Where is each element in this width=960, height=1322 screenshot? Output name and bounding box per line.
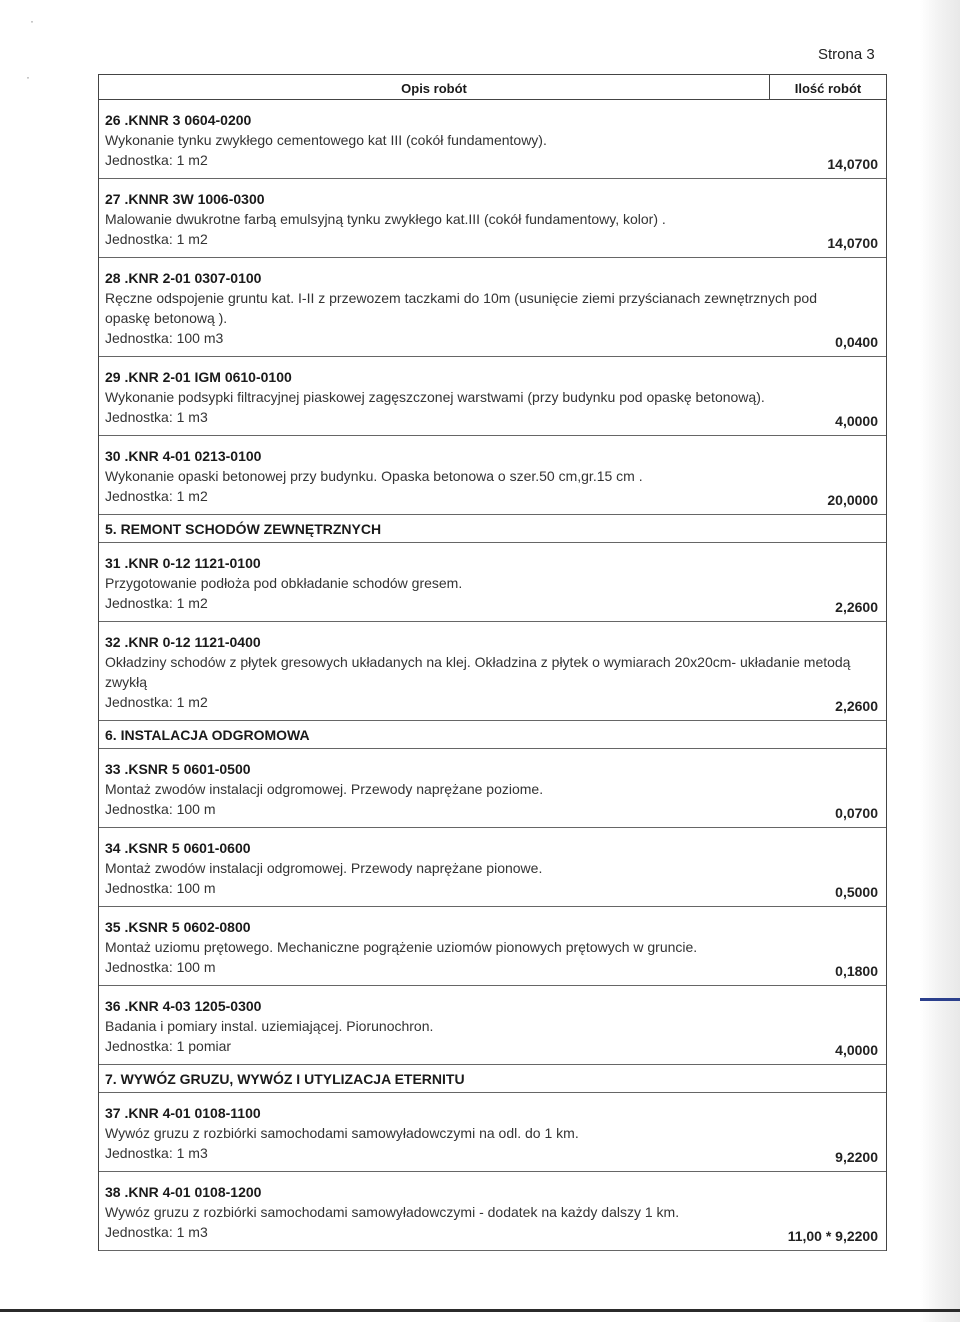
item-unit-row	[105, 150, 878, 170]
item-code: 27 .KNNR 3W 1006-0300	[105, 191, 265, 207]
item-unit: Jednostka: 100 m	[105, 880, 216, 896]
table-header	[99, 75, 886, 100]
header-description: Opis robót	[401, 81, 467, 96]
item-unit-row	[105, 1222, 878, 1242]
item-quantity: 11,00 * 9,2200	[787, 1228, 878, 1244]
page-number: Strona 3	[818, 46, 875, 63]
work-item	[99, 543, 886, 622]
item-description: Wykonanie podsypki filtracyjnej piaskowej zagęszczonej warstwami (przy budynku pod opaskę betonową).	[105, 389, 765, 405]
work-item	[99, 258, 886, 357]
item-code: 28 .KNR 2-01 0307-0100	[105, 270, 262, 286]
section-heading: 7. WYWÓZ GRUZU, WYWÓZ I UTYLIZACJA ETERNITU	[99, 1065, 886, 1093]
item-code: 26 .KNNR 3 0604-0200	[105, 112, 252, 128]
section-heading: 5. REMONT SCHODÓW ZEWNĘTRZNYCH	[99, 515, 886, 543]
table-body	[99, 100, 886, 1251]
item-code: 33 .KSNR 5 0601-0500	[105, 761, 251, 777]
item-unit: Jednostka: 1 m2	[105, 152, 208, 168]
item-unit-row	[105, 328, 878, 348]
scan-speck: ·	[30, 14, 34, 28]
item-description: Ręczne odspojenie gruntu kat. I-II z przewozem taczkami do 10m (usunięcie ziemi przyścianach zewnętrznych pod opaskę betonową ).	[105, 290, 817, 326]
work-item	[99, 986, 886, 1065]
item-unit-row	[105, 1143, 878, 1163]
item-quantity: 2,2600	[835, 698, 878, 714]
item-unit-row	[105, 692, 878, 712]
item-code: 35 .KSNR 5 0602-0800	[105, 919, 251, 935]
item-description: Montaż uziomu prętowego. Mechaniczne pogrążenie uziomów pionowych prętowych w gruncie.	[105, 939, 698, 955]
scan-blue-mark	[920, 998, 960, 1001]
item-quantity: 0,0400	[835, 334, 878, 350]
item-description: Okładziny schodów z płytek gresowych układanych na klej. Okładzina z płytek o wymiarach 20x20cm- układanie metodą zwykłą	[105, 654, 851, 690]
section-heading: 6. INSTALACJA ODGROMOWA	[99, 721, 886, 749]
works-table	[98, 74, 887, 1251]
item-code: 31 .KNR 0-12 1121-0100	[105, 555, 261, 571]
item-unit: Jednostka: 1 pomiar	[105, 1038, 232, 1054]
item-description: Montaż zwodów instalacji odgromowej. Przewody naprężane poziome.	[105, 781, 544, 797]
item-quantity: 0,5000	[835, 884, 878, 900]
work-item	[99, 828, 886, 907]
item-unit: Jednostka: 1 m2	[105, 595, 208, 611]
header-quantity: Ilość robót	[794, 81, 862, 96]
item-unit: Jednostka: 1 m3	[105, 1145, 208, 1161]
item-unit-row	[105, 407, 878, 427]
work-item	[99, 436, 886, 515]
item-unit: Jednostka: 100 m3	[105, 330, 224, 346]
item-description: Wykonanie tynku zwykłego cementowego kat III (cokół fundamentowy).	[105, 132, 547, 148]
item-unit-row	[105, 593, 878, 613]
item-quantity: 0,1800	[835, 963, 878, 979]
item-unit-row	[105, 486, 878, 506]
item-description: Montaż zwodów instalacji odgromowej. Przewody naprężane pionowe.	[105, 860, 543, 876]
work-item	[99, 179, 886, 258]
item-quantity: 20,0000	[827, 492, 878, 508]
item-quantity: 2,2600	[835, 599, 878, 615]
item-description: Badania i pomiary instal. uziemiającej. Piorunochron.	[105, 1018, 434, 1034]
item-unit-row	[105, 878, 878, 898]
work-item	[99, 357, 886, 436]
item-description: Wykonanie opaski betonowej przy budynku. Opaska betonowa o szer.50 cm,gr.15 cm .	[105, 468, 643, 484]
item-description: Wywóz gruzu z rozbiórki samochodami samowyładowczymi na odl. do 1 km.	[105, 1125, 579, 1141]
item-unit: Jednostka: 1 m2	[105, 694, 208, 710]
item-unit-row	[105, 229, 878, 249]
item-description: Wywóz gruzu z rozbiórki samochodami samowyładowczymi - dodatek na każdy dalszy 1 km.	[105, 1204, 680, 1220]
item-description: Malowanie dwukrotne farbą emulsyjną tynku zwykłego kat.III (cokół fundamentowy, kolor) .	[105, 211, 666, 227]
item-code: 29 .KNR 2-01 IGM 0610-0100	[105, 369, 292, 385]
item-unit-row	[105, 957, 878, 977]
scan-speck: ·	[26, 70, 30, 84]
work-item	[99, 907, 886, 986]
item-unit: Jednostka: 1 m2	[105, 231, 208, 247]
item-code: 38 .KNR 4-01 0108-1200	[105, 1184, 262, 1200]
item-code: 30 .KNR 4-01 0213-0100	[105, 448, 262, 464]
item-quantity: 14,0700	[827, 156, 878, 172]
item-code: 37 .KNR 4-01 0108-1100	[105, 1105, 261, 1121]
item-unit-row	[105, 1036, 878, 1056]
scan-edge-right	[920, 0, 960, 1322]
scan-edge-bottom	[0, 1309, 960, 1312]
item-unit: Jednostka: 1 m3	[105, 1224, 208, 1240]
item-unit: Jednostka: 1 m3	[105, 409, 208, 425]
item-code: 34 .KSNR 5 0601-0600	[105, 840, 251, 856]
item-quantity: 9,2200	[835, 1149, 878, 1165]
item-unit: Jednostka: 100 m	[105, 801, 216, 817]
item-quantity: 4,0000	[835, 1042, 878, 1058]
item-quantity: 4,0000	[835, 413, 878, 429]
work-item	[99, 749, 886, 828]
work-item	[99, 1093, 886, 1172]
work-item	[99, 100, 886, 179]
item-unit: Jednostka: 1 m2	[105, 488, 208, 504]
work-item	[99, 622, 886, 721]
item-quantity: 14,0700	[827, 235, 878, 251]
work-item	[99, 1172, 886, 1251]
item-quantity: 0,0700	[835, 805, 878, 821]
item-code: 32 .KNR 0-12 1121-0400	[105, 634, 261, 650]
item-description: Przygotowanie podłoża pod obkładanie schodów gresem.	[105, 575, 463, 591]
item-unit-row	[105, 799, 878, 819]
item-code: 36 .KNR 4-03 1205-0300	[105, 998, 262, 1014]
item-unit: Jednostka: 100 m	[105, 959, 216, 975]
